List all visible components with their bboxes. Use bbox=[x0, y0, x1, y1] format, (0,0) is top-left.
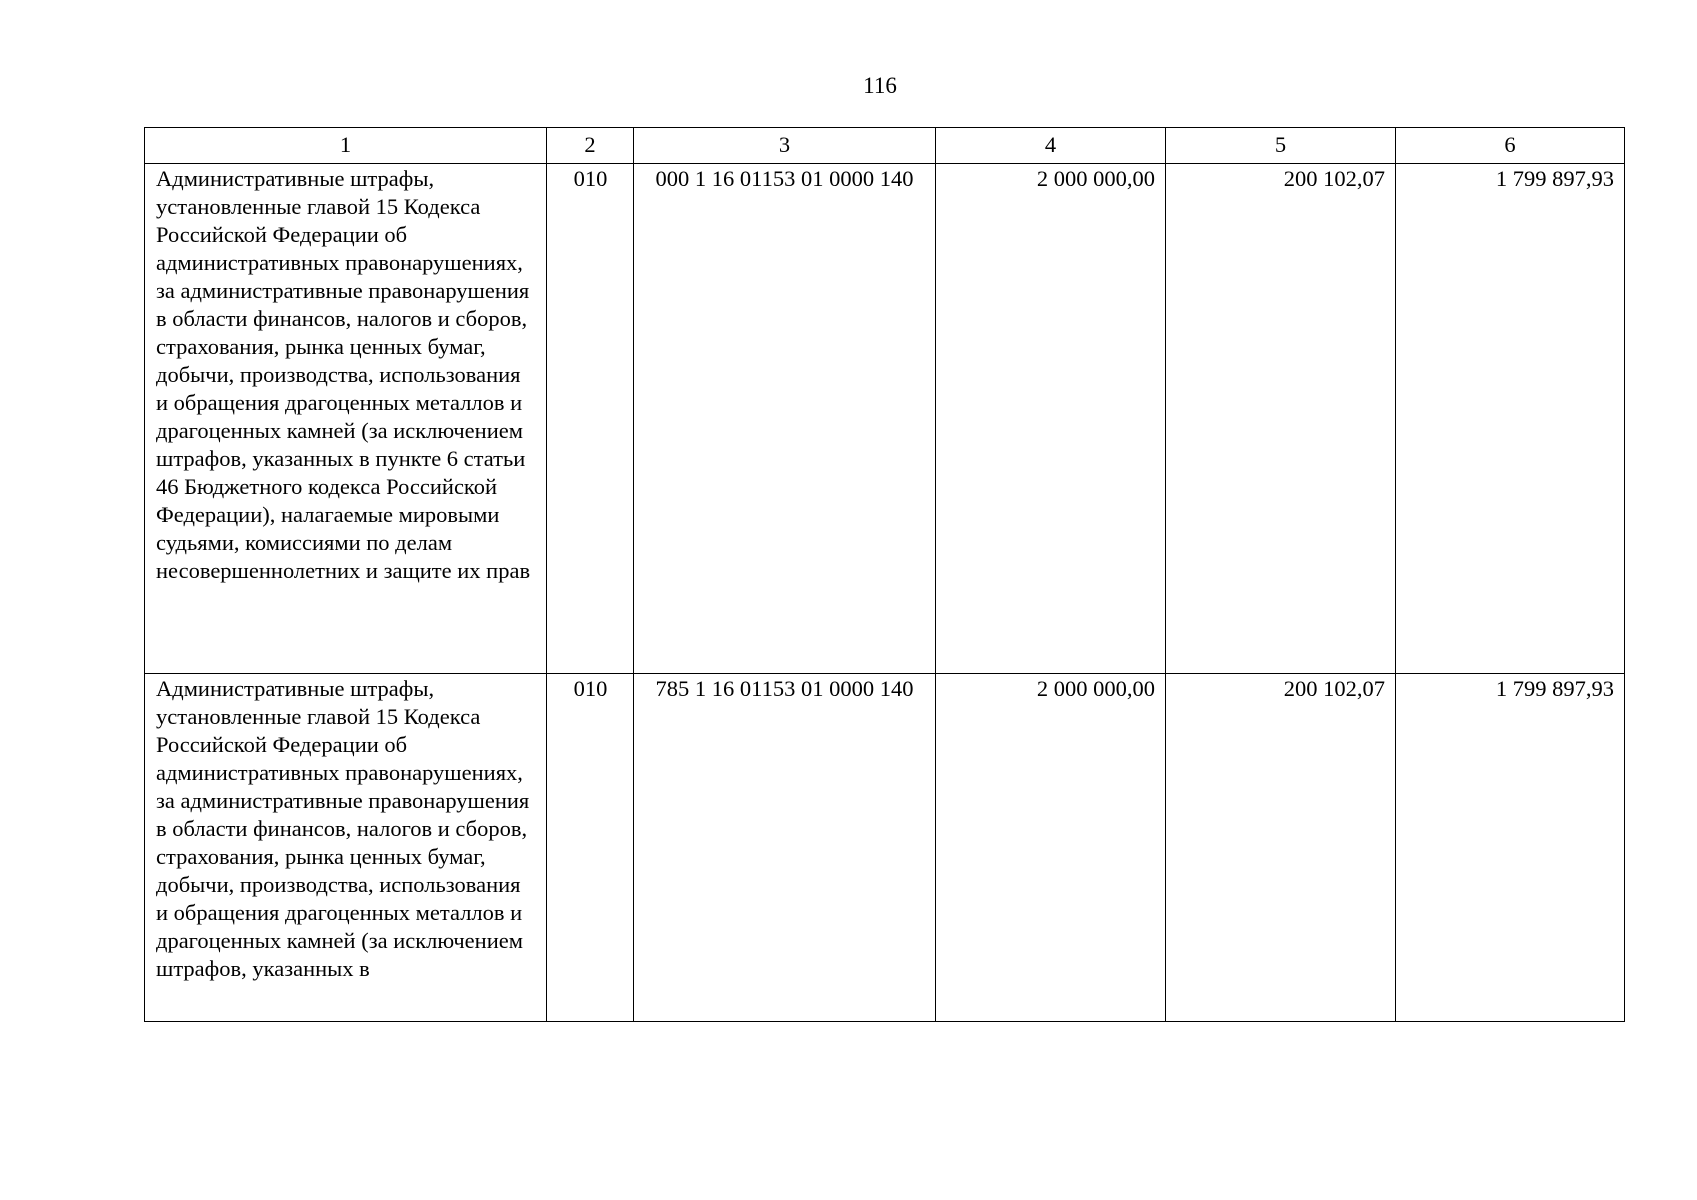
row-unexecuted-cell: 1 799 897,93 bbox=[1396, 674, 1625, 1022]
row-unexecuted-cell: 1 799 897,93 bbox=[1396, 164, 1625, 674]
column-number-4: 4 bbox=[936, 128, 1166, 164]
row-approved-cell: 2 000 000,00 bbox=[936, 164, 1166, 674]
row-budget-code-cell: 000 1 16 01153 01 0000 140 bbox=[634, 164, 936, 674]
column-number-6: 6 bbox=[1396, 128, 1625, 164]
table-row bbox=[145, 164, 1625, 674]
report-table bbox=[144, 127, 1625, 1022]
row-budget-code-cell: 785 1 16 01153 01 0000 140 bbox=[634, 674, 936, 1022]
column-number-3: 3 bbox=[634, 128, 936, 164]
row-name-cell: Административные штрафы, установленные главой 15 Кодекса Российской Федерации об административных правонарушениях, за административные правонарушения в области финансов, налогов и сборов, страхования, рынка ценных бумаг, добычи, производства, использования и обращения драгоценных металлов и драгоценных камней (за исключением штрафов, указанных в пункте 6 статьи 46 Бюджетного кодекса Российской Федерации), налагаемые мировыми судьями, комиссиями по делам несовершеннолетних и защите их прав bbox=[145, 164, 547, 674]
column-number-5: 5 bbox=[1166, 128, 1396, 164]
row-line-code-cell: 010 bbox=[547, 164, 634, 674]
column-number-1: 1 bbox=[145, 128, 547, 164]
table-row bbox=[145, 674, 1625, 1022]
row-line-code-cell: 010 bbox=[547, 674, 634, 1022]
row-approved-cell: 2 000 000,00 bbox=[936, 674, 1166, 1022]
column-number-row bbox=[145, 128, 1625, 164]
row-executed-cell: 200 102,07 bbox=[1166, 164, 1396, 674]
page-number: 116 bbox=[863, 73, 897, 98]
row-name-cell: Административные штрафы, установленные главой 15 Кодекса Российской Федерации об административных правонарушениях, за административные правонарушения в области финансов, налогов и сборов, страхования, рынка ценных бумаг, добычи, производства, использования и обращения драгоценных металлов и драгоценных камней (за исключением штрафов, указанных в bbox=[145, 674, 547, 1022]
row-executed-cell: 200 102,07 bbox=[1166, 674, 1396, 1022]
column-number-2: 2 bbox=[547, 128, 634, 164]
